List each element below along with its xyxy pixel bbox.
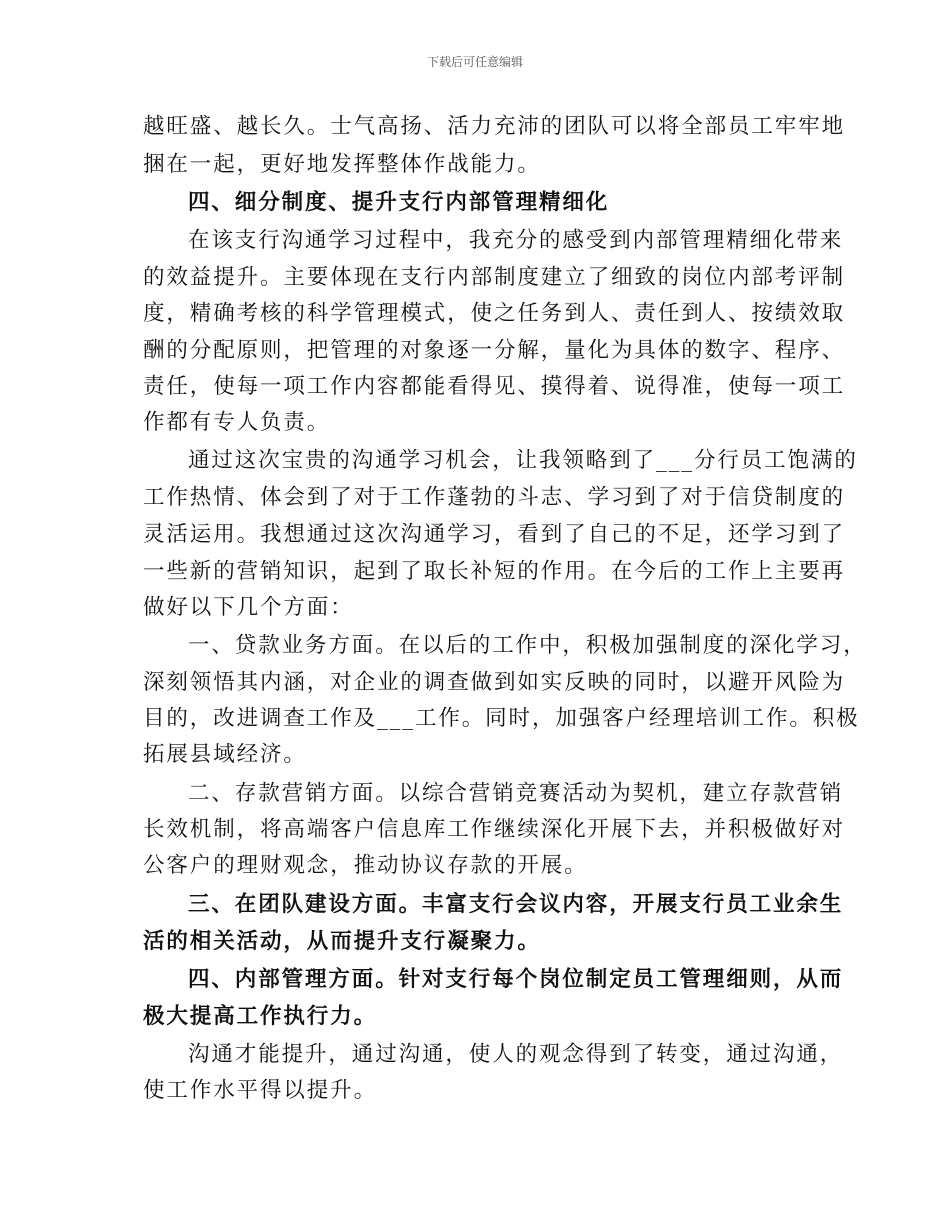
text-line: 拓展县域经济。 — [143, 742, 307, 767]
section-heading: 四、细分制度、提升支行内部管理精细化 — [188, 190, 610, 215]
text-line: 通过这次宝贵的沟通学习机会，让我领略到了___分行员工饱满的 — [188, 448, 858, 473]
text-line: 捆在一起，更好地发挥整体作战能力。 — [143, 152, 541, 177]
section-heading: 极大提高工作执行力。 — [143, 1004, 378, 1029]
text-line: 使工作水平得以提升。 — [143, 1078, 378, 1103]
text-line: 越旺盛、越长久。士气高扬、活力充沛的团队可以将全部员工牢牢地 — [143, 114, 846, 139]
text-line: 二、存款营销方面。以综合营销竞赛活动为契机，建立存款营销 — [188, 781, 844, 806]
text-line: 度，精确考核的科学管理模式，使之任务到人、责任到人、按绩效取 — [143, 301, 846, 326]
text-line: 做好以下几个方面： — [143, 595, 354, 620]
text-line: 长效机制，将高端客户信息库工作继续深化开展下去，并积极做好对 — [143, 817, 846, 842]
section-heading: 活的相关活动，从而提升支行凝聚力。 — [143, 929, 541, 954]
text-line: 灵活运用。我想通过这次沟通学习，看到了自己的不足，还学习到了 — [143, 522, 846, 547]
text-line: 一、贷款业务方面。在以后的工作中，积极加强制度的深化学习， — [188, 633, 867, 658]
text-line: 责任，使每一项工作内容都能看得见、摸得着、说得准，使每一项工 — [143, 374, 846, 399]
page-header: 下载后可任意编辑 — [426, 55, 523, 69]
text-line: 在该支行沟通学习过程中，我充分的感受到内部管理精细化带来 — [188, 228, 844, 253]
text-line: 工作热情、体会到了对于工作蓬勃的斗志、学习到了对于信贷制度的 — [143, 485, 846, 510]
section-heading: 四、内部管理方面。针对支行每个岗位制定员工管理细则，从而 — [188, 967, 844, 992]
section-heading: 三、在团队建设方面。丰富支行会议内容，开展支行员工业余生 — [188, 892, 844, 917]
text-line: 沟通才能提升，通过沟通，使人的观念得到了转变，通过沟通， — [188, 1042, 844, 1067]
text-line: 公客户的理财观念，推动协议存款的开展。 — [143, 853, 588, 878]
text-line: 深刻领悟其内涵，对企业的调查做到如实反映的同时，以避开风险为 — [143, 670, 846, 695]
text-line: 作都有专人负责。 — [143, 410, 331, 435]
text-line: 一些新的营销知识，起到了取长补短的作用。在今后的工作上主要再 — [143, 559, 846, 584]
text-line: 的效益提升。主要体现在支行内部制度建立了细致的岗位内部考评制 — [143, 265, 846, 290]
text-line: 目的，改进调查工作及___工作。同时，加强客户经理培训工作。积极 — [143, 706, 860, 731]
text-line: 酬的分配原则，把管理的对象逐一分解，量化为具体的数字、程序、 — [143, 338, 846, 363]
